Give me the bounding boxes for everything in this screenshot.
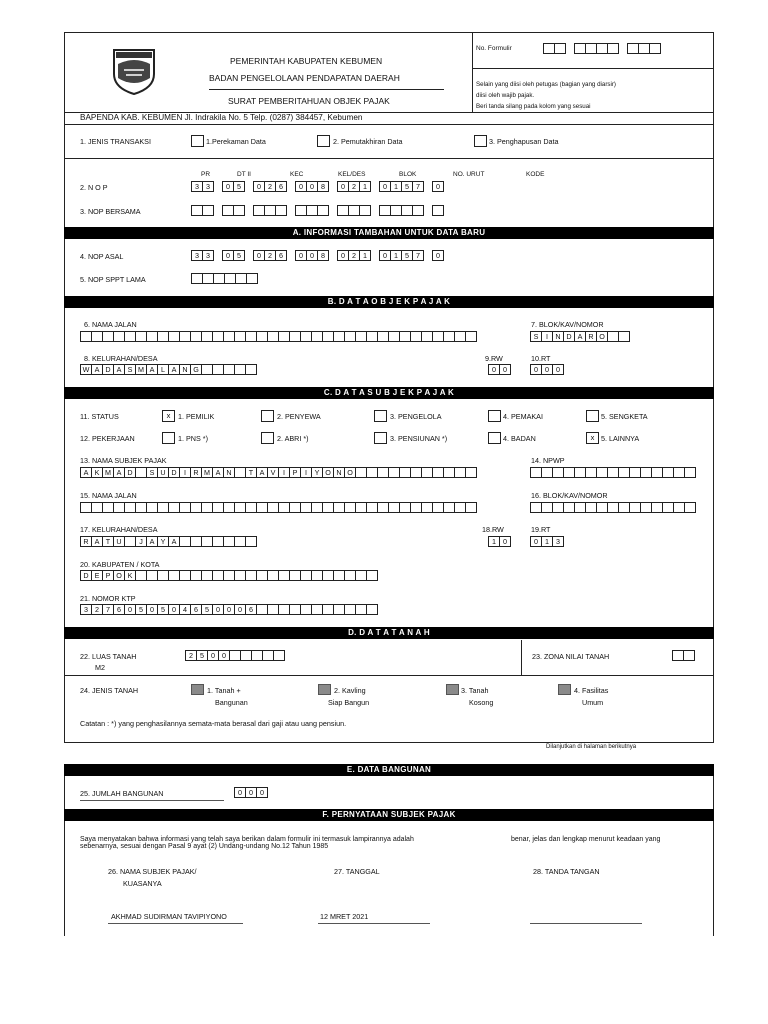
input-cell[interactable]: 3 bbox=[202, 181, 214, 192]
rt-subjek-cells[interactable] bbox=[530, 536, 564, 547]
luas-tanah-unit: M2 bbox=[95, 663, 105, 672]
input-cell[interactable]: 5 bbox=[135, 604, 147, 615]
kelurahan-objek-cells[interactable] bbox=[80, 364, 257, 375]
input-cell[interactable]: 0 bbox=[552, 364, 564, 375]
nama-kuasa-underline bbox=[108, 923, 243, 924]
input-cell[interactable]: D bbox=[563, 331, 575, 342]
nama-subjek-cells[interactable] bbox=[80, 467, 477, 478]
input-cell[interactable]: 0 bbox=[245, 787, 257, 798]
input-cell[interactable] bbox=[366, 604, 378, 615]
input-cell[interactable]: 0 bbox=[295, 250, 307, 261]
input-cell[interactable]: T bbox=[102, 536, 114, 547]
pekerjaan-pensiunan-checkbox[interactable] bbox=[374, 432, 387, 444]
section-f-header: F. PERNYATAAN SUBJEK PAJAK bbox=[64, 809, 714, 821]
input-cell[interactable]: P bbox=[102, 570, 114, 581]
catatan-note: Catatan : *) yang penghasilannya semata-mata berasal dari gaji atau uang pensiun. bbox=[80, 719, 347, 728]
input-cell[interactable]: 5 bbox=[157, 604, 169, 615]
jenis-tanah-opt3b: Kosong bbox=[469, 698, 494, 707]
nop-sppt-lama-cells[interactable] bbox=[191, 273, 258, 284]
input-cell[interactable]: R bbox=[80, 536, 92, 547]
input-cell[interactable]: T bbox=[245, 467, 257, 478]
input-cell[interactable]: 4 bbox=[179, 604, 191, 615]
status-penyewa-label: 2. PENYEWA bbox=[277, 412, 321, 421]
penghapusan-label: 3. Penghapusan Data bbox=[489, 137, 559, 146]
input-cell[interactable]: I bbox=[541, 331, 553, 342]
input-cell[interactable] bbox=[317, 205, 329, 216]
jenis-tanah-kosong-box[interactable] bbox=[446, 684, 459, 695]
input-cell[interactable]: J bbox=[135, 536, 147, 547]
jenis-tanah-opt2b: Siap Bangun bbox=[328, 698, 370, 707]
input-cell[interactable]: 0 bbox=[337, 250, 349, 261]
input-cell[interactable]: 6 bbox=[190, 604, 202, 615]
input-cell[interactable]: 3 bbox=[191, 181, 203, 192]
input-cell[interactable] bbox=[618, 331, 630, 342]
input-cell[interactable]: 8 bbox=[317, 250, 329, 261]
section-rule bbox=[64, 158, 714, 159]
input-cell[interactable]: 0 bbox=[306, 181, 318, 192]
rw-subjek-label: 18.RW bbox=[482, 525, 504, 534]
input-cell[interactable]: N bbox=[223, 467, 235, 478]
input-cell[interactable]: I bbox=[300, 467, 312, 478]
input-cell[interactable]: 0 bbox=[253, 181, 265, 192]
pekerjaan-pns-checkbox[interactable] bbox=[162, 432, 175, 444]
nop-sppt-lama-label: 5. NOP SPPT LAMA bbox=[80, 275, 146, 284]
input-cell[interactable]: I bbox=[179, 467, 191, 478]
header-line2: BADAN PENGELOLAAN PENDAPATAN DAERAH bbox=[209, 73, 400, 83]
input-cell[interactable] bbox=[275, 205, 287, 216]
input-cell[interactable]: D bbox=[168, 467, 180, 478]
pekerjaan-lainnya-label: 5. LAINNYA bbox=[601, 434, 640, 443]
input-cell[interactable] bbox=[432, 205, 444, 216]
section-d-header: D. D A T A T A N A H bbox=[64, 627, 714, 639]
input-cell[interactable] bbox=[465, 502, 477, 513]
no-formulir-label: No. Formulir bbox=[476, 45, 512, 52]
input-cell[interactable]: G bbox=[190, 364, 202, 375]
page2-right-edge bbox=[713, 764, 714, 936]
jenis-tanah-opt1a: 1. Tanah + bbox=[207, 686, 241, 695]
tanda-tangan-line[interactable] bbox=[530, 923, 642, 924]
kelurahan-subjek-cells[interactable] bbox=[80, 536, 257, 547]
input-cell[interactable] bbox=[366, 570, 378, 581]
pekerjaan-pns-label: 1. PNS *) bbox=[178, 434, 208, 443]
input-cell[interactable]: 0 bbox=[306, 250, 318, 261]
jenis-tanah-opt3a: 3. Tanah bbox=[461, 686, 489, 695]
input-cell[interactable]: 0 bbox=[253, 250, 265, 261]
section-b-header: B. D A T A O B J E K P A J A K bbox=[64, 296, 714, 308]
pekerjaan-label: 12. PEKERJAAN bbox=[80, 434, 135, 443]
input-cell[interactable] bbox=[465, 331, 477, 342]
status-penyewa-checkbox[interactable] bbox=[261, 410, 274, 422]
input-cell[interactable] bbox=[233, 205, 245, 216]
npwp-label: 14. NPWP bbox=[531, 456, 565, 465]
status-sengketa-checkbox[interactable] bbox=[586, 410, 599, 422]
kabupaten-cells[interactable] bbox=[80, 570, 378, 581]
jumlah-bangunan-label: 25. JUMLAH BANGUNAN bbox=[80, 789, 164, 798]
input-cell[interactable]: 0 bbox=[218, 650, 230, 661]
input-cell[interactable]: 0 bbox=[207, 650, 219, 661]
rw-objek-cells[interactable] bbox=[488, 364, 511, 375]
input-cell[interactable]: 6 bbox=[245, 604, 257, 615]
nop-asal-cells[interactable] bbox=[191, 250, 444, 261]
input-cell[interactable]: D bbox=[80, 570, 92, 581]
jenis-tanah-opt4b: Umum bbox=[582, 698, 604, 707]
input-cell[interactable]: L bbox=[157, 364, 169, 375]
nama-kuasa-label2: KUASANYA bbox=[123, 879, 162, 888]
nop-header-dt: DT II bbox=[237, 171, 251, 178]
status-pemakai-checkbox[interactable] bbox=[488, 410, 501, 422]
nop-cells[interactable] bbox=[191, 181, 444, 192]
note-line3: Beri tanda silang pada kolom yang sesuai bbox=[476, 103, 591, 110]
pekerjaan-badan-label: 4. BADAN bbox=[503, 434, 536, 443]
jenis-tanah-opt1b: Bangunan bbox=[215, 698, 248, 707]
status-label: 11. STATUS bbox=[80, 412, 119, 421]
zona-nilai-cells[interactable] bbox=[672, 650, 695, 661]
input-cell[interactable]: 6 bbox=[113, 604, 125, 615]
nama-jalan-subjek-label: 15. NAMA JALAN bbox=[80, 491, 137, 500]
input-cell[interactable]: 0 bbox=[432, 250, 444, 261]
jenis-transaksi-label: 1. JENIS TRANSAKSI bbox=[80, 137, 151, 146]
status-pemakai-label: 4. PEMAKAI bbox=[503, 412, 543, 421]
status-pemilik-label: 1. PEMILIK bbox=[178, 412, 215, 421]
nama-kuasa-value[interactable]: AKHMAD SUDIRMAN TAVIPIYONO bbox=[111, 912, 227, 921]
nop-header-blok: BLOK bbox=[399, 171, 417, 178]
input-cell[interactable]: M bbox=[135, 364, 147, 375]
input-cell[interactable]: 2 bbox=[185, 650, 197, 661]
nop-label: 2. N O P bbox=[80, 183, 108, 192]
input-cell[interactable]: 0 bbox=[337, 181, 349, 192]
statement-line1: Saya menyatakan bahwa informasi yang telah saya berikan dalam formulir ini termasuk lampirannya adalah bbox=[80, 836, 414, 843]
kelurahan-subjek-label: 17. KELURAHAN/DESA bbox=[80, 525, 158, 534]
input-cell[interactable]: A bbox=[168, 364, 180, 375]
input-cell[interactable]: O bbox=[322, 467, 334, 478]
status-pengelola-checkbox[interactable] bbox=[374, 410, 387, 422]
input-cell[interactable]: S bbox=[530, 331, 542, 342]
input-cell[interactable]: P bbox=[289, 467, 301, 478]
input-cell[interactable]: A bbox=[146, 364, 158, 375]
input-cell[interactable]: 0 bbox=[488, 364, 500, 375]
jumlah-bangunan-cells[interactable] bbox=[234, 787, 268, 798]
input-cell[interactable] bbox=[684, 467, 696, 478]
no-formulir-rule bbox=[472, 68, 714, 69]
header-divider bbox=[472, 32, 473, 112]
perekaman-checkbox[interactable] bbox=[191, 135, 204, 147]
section-c-header: C. D A T A S U B J E K P A J A K bbox=[64, 387, 714, 399]
jenis-tanah-label: 24. JENIS TANAH bbox=[80, 686, 139, 695]
nop-header-urut: NO. URUT bbox=[453, 171, 485, 178]
tanggal-value[interactable]: 12 MRET 2021 bbox=[320, 912, 369, 921]
input-cell[interactable]: D bbox=[124, 467, 136, 478]
input-cell[interactable]: 0 bbox=[530, 536, 542, 547]
input-cell[interactable]: 3 bbox=[552, 536, 564, 547]
note-line1: Selain yang diisi oleh petugas (bagian yang diarsir) bbox=[476, 81, 616, 88]
input-cell[interactable] bbox=[359, 205, 371, 216]
input-cell[interactable]: 2 bbox=[91, 604, 103, 615]
input-cell[interactable]: W bbox=[80, 364, 92, 375]
input-cell[interactable]: 0 bbox=[499, 536, 511, 547]
input-cell[interactable]: 5 bbox=[196, 650, 208, 661]
pekerjaan-abri-label: 2. ABRI *) bbox=[277, 434, 309, 443]
input-cell[interactable] bbox=[683, 650, 695, 661]
continued-note: Dilanjutkan di halaman berikutnya bbox=[546, 744, 637, 750]
input-cell[interactable]: E bbox=[91, 570, 103, 581]
input-cell[interactable]: 6 bbox=[275, 250, 287, 261]
input-cell[interactable]: 0 bbox=[256, 787, 268, 798]
nama-jalan-subjek-cells[interactable] bbox=[80, 502, 477, 513]
zona-nilai-label: 23. ZONA NILAI TANAH bbox=[532, 652, 610, 661]
input-cell[interactable]: R bbox=[585, 331, 597, 342]
status-pengelola-label: 3. PENGELOLA bbox=[390, 412, 442, 421]
input-cell[interactable]: K bbox=[124, 570, 136, 581]
input-cell[interactable] bbox=[465, 467, 477, 478]
npwp-cells[interactable] bbox=[530, 467, 696, 478]
input-cell[interactable]: A bbox=[256, 467, 268, 478]
input-cell[interactable]: U bbox=[157, 467, 169, 478]
input-cell[interactable] bbox=[245, 536, 257, 547]
nop-header-kode: KODE bbox=[526, 171, 545, 178]
kebumen-logo bbox=[108, 44, 160, 96]
jumlah-bangunan-underline bbox=[80, 800, 224, 801]
input-cell[interactable]: 6 bbox=[275, 181, 287, 192]
jenis-tanah-opt2a: 2. Kavling bbox=[334, 686, 366, 695]
tanda-tangan-label: 28. TANDA TANGAN bbox=[533, 867, 600, 876]
input-cell[interactable]: Y bbox=[157, 536, 169, 547]
nop-bersama-label: 3. NOP BERSAMA bbox=[80, 207, 141, 216]
input-cell[interactable]: 1 bbox=[359, 181, 371, 192]
kabupaten-label: 20. KABUPATEN / KOTA bbox=[80, 560, 160, 569]
rw-subjek-cells[interactable] bbox=[488, 536, 511, 547]
input-cell[interactable]: D bbox=[102, 364, 114, 375]
input-cell[interactable]: N bbox=[552, 331, 564, 342]
input-cell[interactable]: A bbox=[91, 364, 103, 375]
nomor-ktp-label: 21. NOMOR KTP bbox=[80, 594, 136, 603]
input-cell[interactable]: 0 bbox=[168, 604, 180, 615]
input-cell[interactable]: O bbox=[344, 467, 356, 478]
rt-objek-cells[interactable] bbox=[530, 364, 564, 375]
input-cell[interactable]: 1 bbox=[541, 536, 553, 547]
jenis-tanah-kavling-box[interactable] bbox=[318, 684, 331, 695]
nama-jalan-objek-label: 6. NAMA JALAN bbox=[84, 320, 137, 329]
luas-tanah-label: 22. LUAS TANAH bbox=[80, 652, 137, 661]
perekaman-label: 1.Perekaman Data bbox=[206, 137, 266, 146]
input-cell[interactable]: S bbox=[146, 467, 158, 478]
input-cell[interactable]: 7 bbox=[102, 604, 114, 615]
nop-header-pr: PR bbox=[201, 171, 211, 178]
input-cell[interactable]: R bbox=[190, 467, 202, 478]
input-cell[interactable] bbox=[246, 273, 258, 284]
page2-left-edge bbox=[64, 764, 65, 936]
input-cell[interactable]: A bbox=[80, 467, 92, 478]
input-cell[interactable]: A bbox=[146, 536, 158, 547]
input-cell[interactable]: 2 bbox=[264, 181, 276, 192]
input-cell[interactable]: 2 bbox=[264, 250, 276, 261]
rt-objek-label: 10.RT bbox=[531, 354, 551, 363]
input-cell[interactable]: 0 bbox=[379, 181, 391, 192]
blok-kav-objek-label: 7. BLOK/KAV/NOMOR bbox=[531, 320, 604, 329]
input-cell[interactable]: U bbox=[113, 536, 125, 547]
input-cell[interactable]: M bbox=[102, 467, 114, 478]
input-cell[interactable] bbox=[202, 205, 214, 216]
input-cell[interactable]: 0 bbox=[499, 364, 511, 375]
input-cell[interactable]: S bbox=[124, 364, 136, 375]
input-cell[interactable]: N bbox=[179, 364, 191, 375]
input-cell[interactable]: M bbox=[201, 467, 213, 478]
penghapusan-checkbox[interactable] bbox=[474, 135, 487, 147]
kelurahan-objek-label: 8. KELURAHAN/DESA bbox=[84, 354, 158, 363]
nop-bersama-cells[interactable] bbox=[191, 205, 444, 216]
input-cell[interactable]: A bbox=[91, 536, 103, 547]
input-cell[interactable]: 0 bbox=[234, 787, 246, 798]
input-cell[interactable]: 5 bbox=[233, 181, 245, 192]
jenis-tanah-opt4a: 4. Fasilitas bbox=[574, 686, 609, 695]
blok-kav-subjek-cells[interactable] bbox=[530, 502, 696, 513]
nama-jalan-objek-cells[interactable] bbox=[80, 331, 477, 342]
zona-divider bbox=[521, 640, 522, 675]
input-cell[interactable]: 2 bbox=[348, 181, 360, 192]
input-cell[interactable]: 0 bbox=[146, 604, 158, 615]
note-line2: diisi oleh wajib pajak. bbox=[476, 92, 535, 99]
input-cell[interactable]: A bbox=[113, 467, 125, 478]
nop-header-kel: KEL/DES bbox=[338, 171, 366, 178]
input-cell[interactable]: 3 bbox=[202, 250, 214, 261]
blok-kav-subjek-label: 16. BLOK/KAV/NOMOR bbox=[531, 491, 608, 500]
input-cell[interactable]: I bbox=[278, 467, 290, 478]
input-cell[interactable]: 3 bbox=[191, 250, 203, 261]
jenis-tanah-bangunan-box[interactable] bbox=[191, 684, 204, 695]
input-cell[interactable]: 0 bbox=[541, 364, 553, 375]
input-cell[interactable]: 5 bbox=[401, 250, 413, 261]
input-cell[interactable]: 0 bbox=[223, 604, 235, 615]
input-cell[interactable]: 0 bbox=[379, 250, 391, 261]
input-cell[interactable]: 1 bbox=[359, 250, 371, 261]
input-cell[interactable]: O bbox=[596, 331, 608, 342]
zona-rule bbox=[64, 675, 714, 676]
header-line1: PEMERINTAH KABUPATEN KEBUMEN bbox=[230, 56, 383, 66]
input-cell[interactable]: 8 bbox=[317, 181, 329, 192]
input-cell[interactable]: O bbox=[113, 570, 125, 581]
input-cell[interactable]: 0 bbox=[432, 181, 444, 192]
nop-header-kec: KEC bbox=[290, 171, 304, 178]
input-cell[interactable]: 1 bbox=[390, 250, 402, 261]
input-cell[interactable]: 0 bbox=[234, 604, 246, 615]
pekerjaan-pensiunan-label: 3. PENSIUNAN *) bbox=[390, 434, 448, 443]
nama-subjek-label: 13. NAMA SUBJEK PAJAK bbox=[80, 456, 167, 465]
input-cell[interactable]: 1 bbox=[390, 181, 402, 192]
input-cell[interactable] bbox=[684, 502, 696, 513]
input-cell[interactable]: 0 bbox=[222, 250, 234, 261]
input-cell[interactable]: 0 bbox=[530, 364, 542, 375]
nop-asal-label: 4. NOP ASAL bbox=[80, 252, 124, 261]
input-cell[interactable]: 5 bbox=[233, 250, 245, 261]
tanggal-underline bbox=[318, 923, 430, 924]
input-cell[interactable]: 7 bbox=[412, 250, 424, 261]
blok-kav-objek-cells[interactable] bbox=[530, 331, 630, 342]
input-cell[interactable]: 3 bbox=[80, 604, 92, 615]
input-cell[interactable]: N bbox=[333, 467, 345, 478]
status-pemilik-checkbox[interactable]: x bbox=[162, 410, 175, 422]
input-cell[interactable]: A bbox=[168, 536, 180, 547]
jenis-tanah-fasilitas-box[interactable] bbox=[558, 684, 571, 695]
no-formulir-cells[interactable] bbox=[543, 43, 661, 54]
rw-objek-label: 9.RW bbox=[485, 354, 503, 363]
section-a-header: A. INFORMASI TAMBAHAN UNTUK DATA BARU bbox=[64, 227, 714, 239]
input-cell[interactable]: 7 bbox=[412, 181, 424, 192]
input-cell[interactable] bbox=[245, 364, 257, 375]
input-cell[interactable]: K bbox=[91, 467, 103, 478]
input-cell[interactable]: 1 bbox=[488, 536, 500, 547]
input-cell[interactable]: 2 bbox=[348, 250, 360, 261]
section-e-header: E. DATA BANGUNAN bbox=[64, 764, 714, 776]
statement-line2: sebenarnya, sesuai dengan Pasal 9 ayat (2) Undang-undang No.12 Tahun 1985 bbox=[80, 843, 329, 850]
statement-line1b: benar, jelas dan lengkap menurut keadaan yang bbox=[511, 836, 661, 843]
input-cell[interactable]: 5 bbox=[201, 604, 213, 615]
pemutakhiran-label: 2. Pemutakhiran Data bbox=[333, 137, 403, 146]
pekerjaan-badan-checkbox[interactable] bbox=[488, 432, 501, 444]
office-address: BAPENDA KAB. KEBUMEN Jl. Indrakila No. 5 Telp. (0287) 384457, Kebumen bbox=[80, 113, 363, 122]
input-cell[interactable]: A bbox=[574, 331, 586, 342]
input-cell[interactable]: A bbox=[113, 364, 125, 375]
input-cell[interactable] bbox=[412, 205, 424, 216]
pekerjaan-lainnya-checkbox[interactable]: x bbox=[586, 432, 599, 444]
rt-subjek-label: 19.RT bbox=[531, 525, 551, 534]
input-cell[interactable]: 0 bbox=[212, 604, 224, 615]
input-cell[interactable]: 0 bbox=[295, 181, 307, 192]
input-cell[interactable]: 0 bbox=[222, 181, 234, 192]
nama-kuasa-label: 26. NAMA SUBJEK PAJAK/ bbox=[108, 867, 197, 876]
pekerjaan-abri-checkbox[interactable] bbox=[261, 432, 274, 444]
pemutakhiran-checkbox[interactable] bbox=[317, 135, 330, 147]
input-cell[interactable]: Y bbox=[311, 467, 323, 478]
input-cell[interactable] bbox=[273, 650, 285, 661]
nomor-ktp-cells[interactable] bbox=[80, 604, 378, 615]
input-cell[interactable]: A bbox=[212, 467, 224, 478]
address-bottom-rule bbox=[64, 124, 714, 125]
input-cell[interactable]: 0 bbox=[124, 604, 136, 615]
luas-tanah-cells[interactable] bbox=[185, 650, 285, 661]
tanggal-label: 27. TANGGAL bbox=[334, 867, 380, 876]
header-rule bbox=[209, 89, 444, 90]
input-cell[interactable]: 5 bbox=[401, 181, 413, 192]
status-sengketa-label: 5. SENGKETA bbox=[601, 412, 648, 421]
form-title: SURAT PEMBERITAHUAN OBJEK PAJAK bbox=[228, 96, 390, 106]
logo-lettering: KEBUMEN bbox=[118, 45, 141, 50]
input-cell[interactable]: V bbox=[267, 467, 279, 478]
